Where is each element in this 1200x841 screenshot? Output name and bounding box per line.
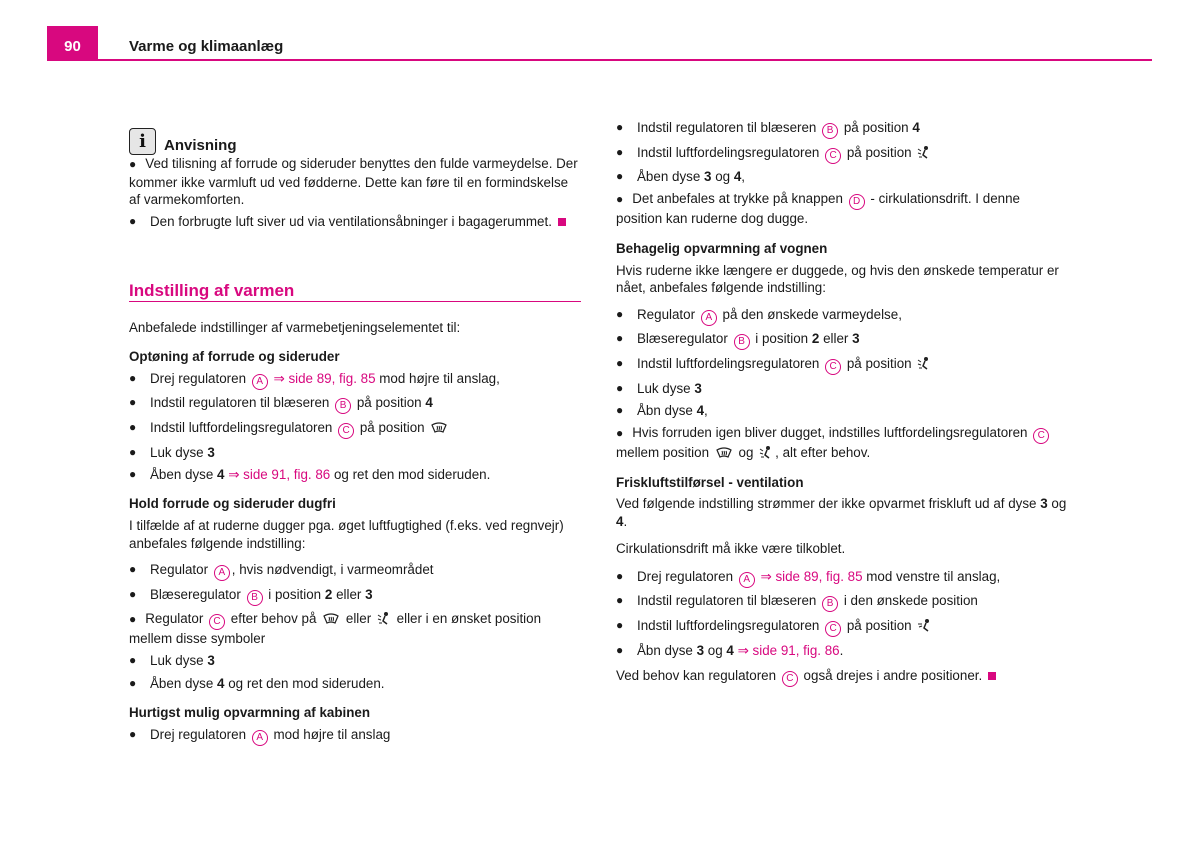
- paragraph: Ved følgende indstilling strømmer der ikke opvarmet friskluft ud af dyse 3 og 4.: [616, 496, 1067, 529]
- paragraph: Cirkulationsdrift må ikke være tilkoblet.: [616, 541, 846, 557]
- subheading: Hurtigst mulig opvarmning af kabinen: [129, 705, 371, 721]
- subheading: Friskluftstilførsel - ventilation: [616, 474, 804, 490]
- list-item: ● Indstil luftfordelingsregulatoren C på position: [616, 617, 1068, 637]
- list-item: ● Indstil luftfordelingsregulatoren C på position: [616, 144, 1068, 164]
- header-rule: [47, 59, 1152, 61]
- note-title: Anvisning: [164, 137, 237, 155]
- control-d-marker: D: [849, 194, 865, 210]
- left-column: [129, 121, 581, 750]
- paragraph: I tilfælde af at ruderne dugger pga. øget luftfugtighed (f.eks. ved regnvejr) anbefales følgende indstilling:: [129, 517, 564, 551]
- control-a-marker: A: [252, 374, 268, 390]
- control-b-marker: B: [734, 334, 750, 350]
- control-b-marker: B: [822, 596, 838, 612]
- control-c-marker: C: [1033, 428, 1049, 444]
- control-b-marker: B: [335, 398, 351, 414]
- paragraph: Hvis ruderne ikke længere er duggede, og hvis den ønskede temperatur er nået, anbefales følgende indstilling:: [616, 262, 1059, 296]
- control-c-marker: C: [825, 148, 841, 164]
- right-column: [616, 119, 1068, 692]
- page-number: 90: [64, 38, 81, 55]
- section-intro: Anbefalede indstillinger af varmebetjeningselementet til:: [129, 319, 461, 335]
- list-item: ● Luk dyse 3: [616, 380, 702, 396]
- control-c-marker: C: [782, 671, 798, 687]
- chapter-title: Varme og klimaanlæg: [129, 38, 284, 55]
- list-item: ● Drej regulatoren A ⇒ side 89, fig. 85 mod venstre til anslag,: [616, 568, 1068, 588]
- list-item: ● Blæseregulator B i position 2 eller 3: [129, 586, 581, 606]
- note-item: ● Ved tilisning af forrude og sideruder benyttes den fulde varmeydelse. Der kommer ikke varmluft ud ved fødderne. Dette kan føre til en formindskelse af varmekomforten.: [129, 156, 578, 208]
- control-c-marker: C: [209, 614, 225, 630]
- list-item: ● Drej regulatoren A mod højre til anslag: [129, 726, 581, 746]
- control-b-marker: B: [822, 123, 838, 139]
- subheading: Behagelig opvarmning af vognen: [616, 240, 828, 256]
- list-item: ● Indstil regulatoren til blæseren B på position 4: [129, 394, 581, 414]
- control-c-marker: C: [825, 359, 841, 375]
- windshield-defrost-icon: [322, 612, 340, 626]
- windshield-footwell-icon: [377, 611, 391, 626]
- note-item: ● Den forbrugte luft siver ud via ventilationsåbninger i bagagerummet.: [129, 213, 581, 231]
- list-item: ● Åbn dyse 4,: [616, 402, 708, 418]
- windshield-footwell-icon: [917, 356, 931, 371]
- list-item: ● Blæseregulator B i position 2 eller 3: [616, 330, 1068, 350]
- windshield-footwell-icon: [759, 445, 773, 460]
- windshield-defrost-icon: [430, 421, 448, 435]
- list-item: ● Regulator A på den ønskede varmeydelse,: [616, 306, 1068, 326]
- list-item: ● Åben dyse 3 og 4,: [616, 169, 746, 185]
- windshield-footwell-icon: [917, 145, 931, 160]
- list-item: ● Indstil regulatoren til blæseren B i den ønskede position: [616, 592, 1068, 612]
- control-a-marker: A: [701, 310, 717, 326]
- list-item: ● Luk dyse 3: [129, 653, 215, 669]
- subheading: Optøning af forrude og sideruder: [129, 349, 340, 365]
- windshield-defrost-icon: [715, 446, 733, 460]
- list-item: ● Hvis forruden igen bliver dugget, indstilles luftfordelingsregulatoren C mellem position og , alt efter behov.: [616, 424, 1068, 462]
- end-of-section-icon: [558, 218, 566, 226]
- control-b-marker: B: [247, 590, 263, 606]
- list-item: ● Regulator A , hvis nødvendigt, i varmeområdet: [129, 561, 581, 581]
- cross-reference-link[interactable]: ⇒ side 91, fig. 86: [737, 642, 840, 658]
- paragraph: Ved behov kan regulatoren C også drejes i andre positioner.: [616, 667, 1068, 687]
- face-vent-icon: [917, 618, 931, 633]
- list-item: ● Drej regulatoren A ⇒ side 89, fig. 85 mod højre til anslag,: [129, 370, 581, 390]
- note-header: [129, 121, 581, 155]
- list-item: ● Det anbefales at trykke på knappen D - cirkulationsdrift. I denne position kan ruderne dog dugge.: [616, 191, 1020, 227]
- control-a-marker: A: [252, 730, 268, 746]
- cross-reference-link[interactable]: ⇒ side 89, fig. 85: [760, 568, 863, 584]
- list-item: ● Åben dyse 4 og ret den mod sideruden.: [129, 675, 385, 691]
- info-icon: i: [129, 128, 156, 155]
- end-of-section-icon: [988, 672, 996, 680]
- list-item: ● Indstil luftfordelingsregulatoren C på position: [129, 419, 581, 439]
- control-a-marker: A: [739, 572, 755, 588]
- subheading: Hold forrude og sideruder dugfri: [129, 496, 336, 512]
- page-number-tab: [47, 26, 98, 59]
- list-item: ● Indstil regulatoren til blæseren B på position 4: [616, 119, 1068, 139]
- list-item: ● Regulator C efter behov på eller eller i en ønsket position mellem disse symboler: [129, 611, 542, 647]
- control-c-marker: C: [825, 621, 841, 637]
- list-item: ● Indstil luftfordelingsregulatoren C på position: [616, 355, 1068, 375]
- cross-reference-link[interactable]: ⇒ side 89, fig. 85: [273, 370, 376, 386]
- list-item: ● Åben dyse 4 ⇒ side 91, fig. 86 og ret den mod sideruden.: [129, 466, 491, 482]
- section-title: Indstilling af varmen: [129, 282, 581, 302]
- control-c-marker: C: [338, 423, 354, 439]
- list-item: ● Luk dyse 3: [129, 444, 215, 460]
- control-a-marker: A: [214, 565, 230, 581]
- cross-reference-link[interactable]: ⇒ side 91, fig. 86: [228, 466, 331, 482]
- list-item: ● Åbn dyse 3 og 4 ⇒ side 91, fig. 86.: [616, 642, 844, 658]
